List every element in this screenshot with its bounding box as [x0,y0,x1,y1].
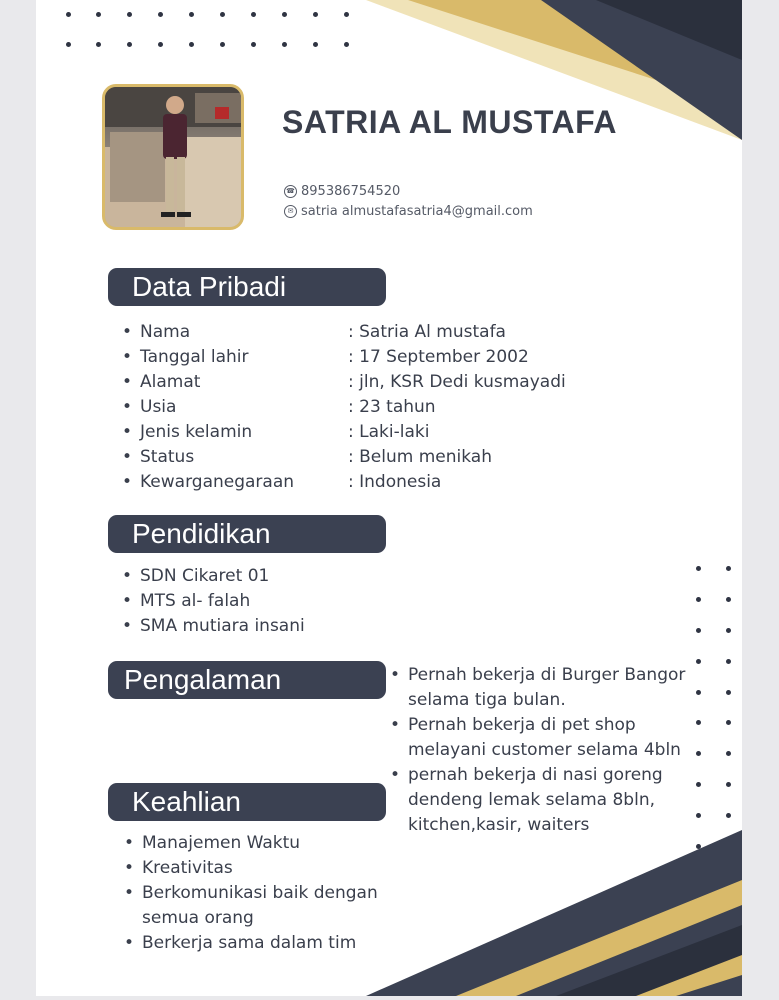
list-item: • pernah bekerja di nasi goreng dendeng lemak selama 8bln, kitchen,kasir, waiters [388,763,698,838]
resume-page [36,0,742,996]
section-header-data-pribadi: Data Pribadi [108,268,386,306]
list-item: • Berkomunikasi baik dengan semua orang [122,881,422,931]
phone-icon: ☎ [284,185,297,198]
list-item: • Berkerja sama dalam tim [122,931,422,956]
skills-list [122,831,422,956]
personal-data-list [120,320,680,495]
list-item: • Pernah bekerja di pet shop melayani customer selama 4bln [388,713,698,763]
section-header-pendidikan: Pendidikan [108,515,386,553]
list-item: • Pernah bekerja di Burger Bangor selama tiga bulan. [388,663,698,713]
personal-data-row: • Usia : 23 tahun [120,395,680,420]
personal-data-row: • Tanggal lahir : 17 September 2002 [120,345,680,370]
list-item: • Manajemen Waktu [122,831,422,856]
full-name: SATRIA AL MUSTAFA [282,104,617,140]
section-header-pengalaman: Pengalaman [108,661,386,699]
personal-data-row: • Jenis kelamin : Laki-laki [120,420,680,445]
email-contact [284,204,533,219]
experience-list [388,663,698,838]
personal-data-row: • Status : Belum menikah [120,445,680,470]
personal-data-row: • Kewarganegaraan : Indonesia [120,470,680,495]
personal-data-row: • Alamat : jln, KSR Dedi kusmayadi [120,370,680,395]
phone-contact [284,184,400,199]
section-header-keahlian: Keahlian [108,783,386,821]
personal-data-row: • Nama : Satria Al mustafa [120,320,680,345]
list-item: • SDN Cikaret 01 [120,564,420,589]
email-address: satria almustafasatria4@gmail.com [301,204,533,219]
list-item: • Kreativitas [122,856,422,881]
phone-number: 895386754520 [301,184,401,199]
list-item: • SMA mutiara insani [120,614,420,639]
profile-photo [102,84,244,230]
mail-icon: ✉ [284,205,297,218]
list-item: • MTS al- falah [120,589,420,614]
education-list [120,564,420,639]
